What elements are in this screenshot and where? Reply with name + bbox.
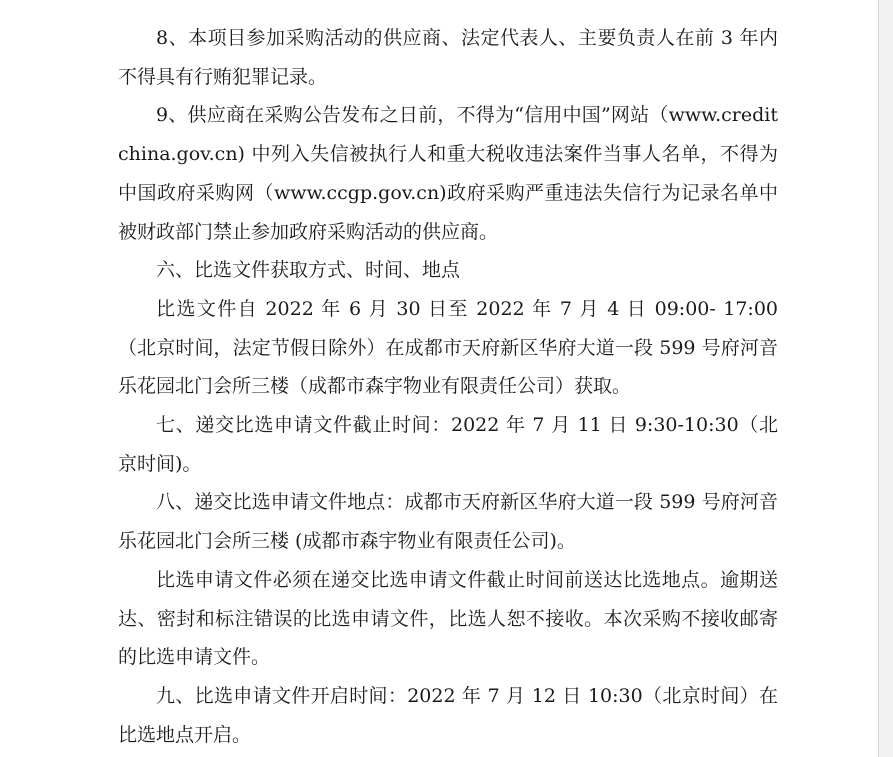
paragraph-credit-china-requirement: 9、供应商在采购公告发布之日前，不得为“信用中国”网站（www.creditchina.gov.cn) 中列入失信被执行人和重大税收违法案件当事人名单，不得为中国政府采购网（www.ccgp.gov.cn)政府采购严重违法失信行为记录名单中被财政部门禁止参加政府采购活动的供应商。	[118, 104, 778, 243]
document-body	[118, 19, 778, 754]
paragraph-document-acquisition: 比选文件自 2022 年 6 月 30 日至 2022 年 7 月 4 日 09:00- 17:00（北京时间，法定节假日除外）在成都市天府新区华府大道一段 599 号府河音乐花园北门会所三楼（成都市森宇物业有限责任公司）获取。	[118, 297, 778, 398]
heading-section-nine: 九、比选申请文件开启时间：2022 年 7 月 12 日 10:30（北京时间）在比选地点开启。	[118, 684, 778, 746]
paragraph-submission-rules: 比选申请文件必须在递交比选申请文件截止时间前送达比选地点。逾期送达、密封和标注错误的比选申请文件，比选人恕不接收。本次采购不接收邮寄的比选申请文件。	[118, 568, 778, 669]
heading-section-eight: 八、递交比选申请文件地点：成都市天府新区华府大道一段 599 号府河音乐花园北门会所三楼 (成都市森宇物业有限责任公司)。	[118, 491, 778, 553]
heading-section-seven: 七、递交比选申请文件截止时间：2022 年 7 月 11 日 9:30-10:30（北京时间)。	[118, 414, 778, 475]
heading-section-six: 六、比选文件获取方式、时间、地点	[156, 259, 461, 282]
paragraph-supplier-bribery-record: 8、本项目参加采购活动的供应商、法定代表人、主要负责人在前 3 年内不得具有行贿犯罪记录。	[118, 27, 778, 88]
page-shade	[879, 0, 893, 757]
